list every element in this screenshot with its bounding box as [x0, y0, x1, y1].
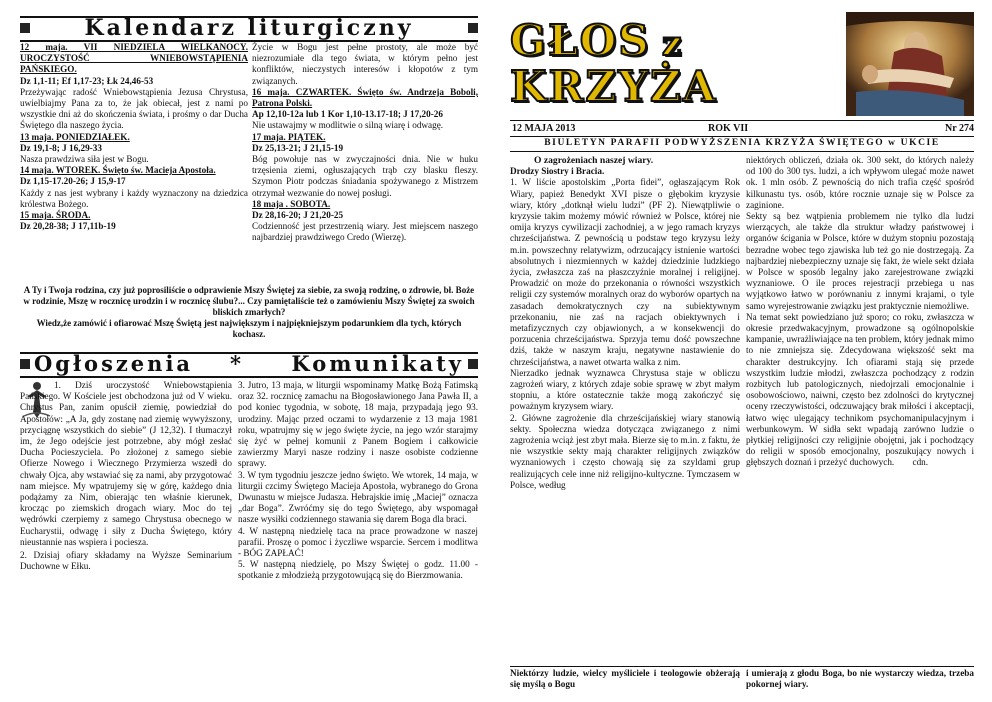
calendar-entry: Dz 1,15-17.20-26; J 15,9-17 [20, 176, 126, 187]
article-greeting: Drodzy Siostry i Bracia. [510, 166, 605, 177]
article-paragraph-5: Sekty są bez wątpienia problemem nie tylko dla ludzi wierzących, ale także dla struktur władzy państwowej i organów ścigania w Polsce, które w dużym stopniu pozostają bezradne wobec tego zjawiska lub też go nie dostrzegają. Za najbardziej niebezpieczny uznaje się fakt, że wiele sekt działa w Polsce w sposób legalny jako zarejestrowane związki wyznaniowe. O ile proces rejestracji przebiega u nas wyjątkowo łatwo w porównaniu z innymi krajami, o tyle samo wyrejestrowanie związku jest praktycznie niemożliwe. [746, 211, 974, 311]
logo-krzyza: KRZYŻA [510, 62, 718, 111]
bulletin-subtitle: BIULETYN PARAFII PODWYŻSZENIA KRZYŻA ŚWIĘTEGO w UKCIE [544, 138, 940, 148]
masthead-rule [510, 136, 974, 137]
calendar-entry: Codzienność jest przestrzenią wiary. Jest miejscem naszego najbardziej prawdziwego Credo (Wierzę). [252, 221, 478, 243]
calendar-entry: 12 maja. VII NIEDZIELA WIELKANOCY. UROCZYSTOŚĆ WNIEBOWSTĄPIENIA PAŃSKIEGO. [20, 42, 248, 75]
announcements-title-left: Ogłoszenia [34, 351, 194, 376]
announcements-header [20, 352, 478, 378]
announcement-item: 3. Jutro, 13 maja, w liturgii wspominamy Matkę Bożą Fatimską oraz 32. rocznicę zamachu na Błogosławionego Jana Pawła II, a pod koniec tygodnia, w sobotę, 18 maja, przypadają jego 93. urodziny. Mając przed oczami to wydarzenie z 13 maja 1981 roku, wpatrujmy się w jego święte życie, na jego wzór starajmy się żyć w pełnej komunii z Panem Bogiem i całkowicie zawierzmy Maryi nasze rodziny i nasze osobiste codzienne sprawy. [238, 380, 478, 469]
calendar-column-1 [20, 42, 248, 282]
pieta-painting [846, 12, 974, 116]
calendar-entry: Przeżywając radość Wniebowstąpienia Jezusa Chrystusa, uwielbiajmy Pana za to, że jak obiecał, jest z nami po wszystkie dni aż do skończenia świata, i prośmy o dar Ducha Świętego dla naszego życia. [20, 86, 248, 131]
article-paragraph-4: niektórych obliczeń, działa ok. 300 sekt, do których należy od 100 do 300 tys. ludzi, a ich wpływom ulegać może nawet ok. 1 mln osób. Z pewnością do nich trafia część spośród kilkunastu tys. osób, które rocznie uznaje się w Polsce za zaginione. [746, 155, 974, 210]
article-paragraph-1: 1. W liście apostolskim „Porta fidei”, ogłaszającym Rok Wiary, papież Benedykt XVI pisze o głębokim kryzysie wiary, który „dotknął wielu ludzi” (PF 2). Niewątpliwie o kryzysie takim możemy mówić również w Polsce, której nie omija kryzys cywilizacji zachodniej, a w jego ramach kryzys chrześcijaństwa. Z pewnością u podstaw tego kryzysu leży m.in. powszechny relatywizm, odrzucający istnienie wartości absolutnych i niezmiennych w każdej dziedzinie ludzkiego życia, zwłaszcza zaś na płaszczyźnie moralnej i religijnej. Prowadzić on może do przekonania o równości wszystkich religii czy systemów moralnych oraz do wyborów opartych na zasadach demokratycznych czy na subiektywnym przekonaniu, nie zaś na racjach obiektywnych i metafizycznych czy objawionych, a w konsekwencji do porzucenia chrześcijaństwa. Sprzyja temu dość powszechne dziś, także w naszym kraju, negatywne nastawienie do chrześcijaństwa, a nawet otwarta walka z nim. [510, 177, 740, 367]
article-column-2 [746, 155, 974, 665]
closing-rule [510, 666, 974, 667]
header-ornament [468, 359, 478, 369]
calendar-title: Kalendarz liturgiczny [84, 15, 414, 41]
calendar-entry: Dz 20,28-38; J 17,11b-19 [20, 221, 116, 232]
calendar-entry: Nasza prawdziwa siła jest w Bogu. [20, 154, 149, 165]
calendar-entry: Bóg powołuje nas w zwyczajności dnia. Nie w huku trzęsienia ziemi, ogłuszających trąb czy blasku fleszy. Szymon Piotr podczas śniadania spożywanego z Mistrzem otrzymał wezwanie do nowej posługi. [252, 154, 478, 198]
announcement-item: 3. W tym tygodniu jeszcze jedno święto. We wtorek, 14 maja, w liturgii czcimy Świętego Macieja Apostoła, wybranego do Grona Dwunastu w miejsce Judasza. Hebrajskie imię „Maciej” oznacza „dar Boga”. Zwróćmy się do tego Świętego, aby wspomagał nasze wysiłki codziennego stawania się darem Boga dla braci. [238, 469, 478, 525]
article-title: O zagrożeniach naszej wiary. [534, 155, 654, 166]
article-paragraph-6-text: Na temat sekt powiedziano już sporo; co roku, zwłaszcza w okresie przedwakacyjnym, prowadzone są ogólnopolskie kampanie, uwrażliwiające na ten problem, który jednak mimo to nie zmniejsza się. Zdecydowana większość sekt ma charakter destrukcyjny. Ich ofiarami stają się przede wszystkim ludzie młodzi, zwłaszcza pochodzący z rodzin rozbitych lub patologicznych, niedojrzali emocjonalnie i osobowościowo, naiwni, często bez zdolności do krytycznej oceny rzeczywistości, odczuwający brak miłości i akceptacji, łatwo więc ulegający technikom psychomanipulacyjnym i werbunkowym. W sidła sekt wpadają zarówno ludzie o płytkiej religijności czy religijnie obojętni, jak i pochodzący do religii w sposób emocjonalny, poszukujący nowych i głębszych doznań i przeżyć duchowych. [746, 311, 974, 468]
calendar-entry: Każdy z nas jest wybrany i każdy wyznaczony na dziedzica królestwa Bożego. [20, 187, 248, 209]
issue-year: ROK VII [708, 123, 749, 134]
calendar-entry: 15 maja. ŚRODA. [20, 210, 91, 221]
calendar-column-2 [252, 42, 478, 282]
calendar-entry: 18 maja . SOBOTA. [252, 198, 331, 209]
mass-notice-text: A Ty i Twoja rodzina, czy już poprosiliście o odprawienie Mszy Świętej za siebie, za swoją rodzinę, o zdrowie, bł. Boże w rodzinie, Mszę w rocznicę urodzin i w rocznicę ślubu?... Czy pamiętaliście też o zamówieniu Mszy Świętej za swoich bliskich zmarłych? [23, 285, 475, 317]
calendar-entry: Dz 1,1-11; Ef 1,17-23; Łk 24,46-53 [20, 75, 154, 86]
closing-quote-left: Niektórzy ludzie, wielcy myśliciele i teologowie obżerają się myślą o Bogu [510, 668, 740, 690]
article-paragraph-3: 2. Główne zagrożenie dla chrześcijańskiej wiary stanowią sekty. Społeczna wiedza dotycząca związanego z nimi zagrożenia wciąż jest zbyt mała. Bierze się to m.in. z faktu, że nie wszystkie sekty mają charakter religijnych związków wyznaniowych i często chowają się za szyldami grup realizujących cele inne niż religijno-kultyczne. Tymczasem w Polsce, według [510, 412, 740, 490]
issue-date: 12 MAJA 2013 [512, 123, 576, 134]
calendar-entry: 14 maja. WTOREK. Święto św. Macieja Apostoła. [20, 165, 216, 176]
announcements-column-1 [20, 380, 232, 680]
announcements-title-star: * [230, 351, 244, 376]
header-ornament [20, 23, 30, 33]
logo-glos: GŁOS [510, 16, 651, 65]
announcement-item: 4. W następną niedzielę taca na prace prowadzone w naszej parafii. Proszę o pomoc i życzliwe wsparcie. Sercem i modlitwa - BÓG ZAPŁAĆ! [238, 525, 478, 559]
masthead [510, 18, 840, 113]
header-ornament [468, 23, 478, 33]
announcement-item: 5. W następną niedzielę, po Mszy Świętej o godz. 11.00 - spotkanie z młodzieżą przygotowującą się do Bierzmowania. [238, 559, 478, 581]
calendar-entry: Dz 25,13-21; J 21,15-19 [252, 142, 344, 153]
masthead-rule [510, 151, 974, 152]
announcement-2: 2. Dzisiaj ofiary składamy na Wyższe Seminarium Duchowne w Ełku. [20, 550, 232, 572]
calendar-entry: 17 maja. PIĄTEK. [252, 131, 326, 142]
article-paragraph-2: Nierzadko jednak wyznawca Chrystusa staje w obliczu zagrożeń wiary, z których zdaje sobie sprawę w zbyt małym stopniu, a które ostatecznie także mogą zakończyć się poważnym kryzysem wiary. [510, 367, 740, 412]
article-column-1 [510, 155, 740, 665]
calendar-entry: Ap 12,10-12a lub 1 Kor 1,10-13.17-18; J 17,20-26 [252, 109, 443, 120]
masthead-rule [510, 120, 974, 121]
calendar-entry: 13 maja. PONIEDZIAŁEK. [20, 131, 130, 142]
calendar-header [20, 16, 478, 42]
calendar-entry: Życie w Bogu jest pełne prostoty, ale może być niezrozumiałe dla tego świata, w którym pełno jest konfliktów, nieczystych interesów i kłopotów z tym związanych. [252, 42, 478, 86]
announcements-title-right: Komunikaty [291, 351, 464, 376]
right-page [496, 0, 992, 702]
mass-notice-gift: Wiedz,że zamówić i ofiarować Mszę Świętą jest największym i najpiękniejszym podarunkiem dla tych, których kochasz. [36, 318, 462, 339]
article-paragraph-6 [746, 312, 974, 469]
closing-quote-right: i umierają z głodu Boga, bo nie wystarczy wiedza, trzeba pokornej wiary. [746, 668, 974, 690]
calendar-entry: Dz 19,1-8; J 16,29-33 [20, 142, 102, 153]
header-ornament [20, 359, 30, 369]
logo-z: z [662, 24, 684, 64]
calendar-entry: 16 maja. CZWARTEK. Święto św. Andrzeja Boboli, Patrona Polski. [252, 86, 478, 109]
to-be-continued: cdn. [912, 457, 929, 468]
calendar-entry: Nie ustawajmy w modlitwie o silną wiarę i odwagę. [252, 120, 444, 131]
announcements-column-2 [238, 380, 478, 680]
announcement-1: 1. Dziś uroczystość Wniebowstąpienia Pańskiego. W Kościele jest obchodzona już od V wieku. Chrystus Pan, zanim opuścił ziemię, powiedział do Apostołów: „A Ja, gdy zostanę nad ziemię wywyższony, przyciągnę wszystkich do siebie” (J 12,32). I tłumaczył im, że Jego odejście jest potrzebne, aby mógł zesłać Ducha Pocieszyciela. Po złożonej z samego siebie Ofierze Nowego i Wiecznego Przymierza wszedł do chwały Ojca, aby wstawiać się za nami, aby przygotować nam miejsce. My wpatrujemy się w górę, każdego dnia podążamy za Nim, obierając ten właśnie kierunek, krocząc po ziemskich drogach wiary. Moc do tej wędrówki czerpiemy z samego Chrystusa obecnego w Eucharystii, odwagę i siły z Ducha Świętego, który nieustannie nas wspiera i pociesza. [20, 380, 232, 547]
issue-number: Nr 274 [945, 123, 974, 134]
calendar-entry: Dz 28,16-20; J 21,20-25 [252, 210, 344, 221]
mass-notice [22, 285, 476, 340]
